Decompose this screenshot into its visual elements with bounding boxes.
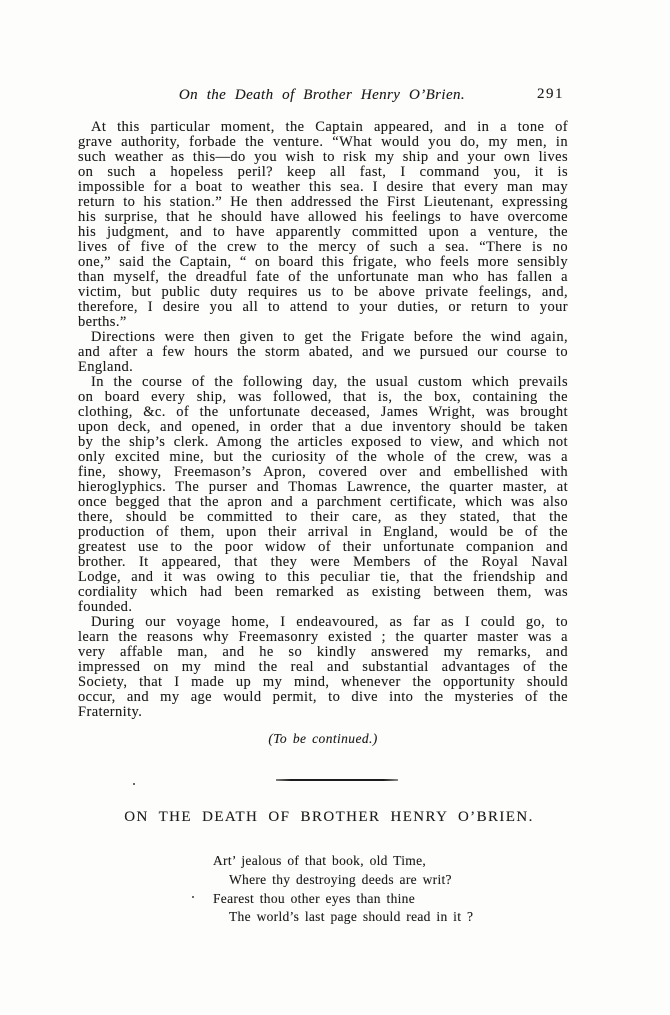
continuation-note: (To be continued.) <box>268 731 378 746</box>
section-divider-rule <box>276 779 398 781</box>
section-heading: ON THE DEATH OF BROTHER HENRY O’BRIEN. <box>124 809 534 825</box>
poem-line: The world’s last page should read in it ? <box>229 909 474 925</box>
article-paragraph: During our voyage home, I endeavoured, as far as I could go, to learn the reasons why Freemasonry existed ; the quarter master was a very affable man, and he so kindly answered my remarks, and impressed on my mind the real and substantial advantages of the Society, that I made up my mind, whenever the opportunity should occur, and my age would permit, to dive into the mysteries of the Fraternity. <box>78 614 568 720</box>
article-paragraph: At this particular moment, the Captain appeared, and in a tone of grave authority, forbade the venture. “What would you do, my men, in such weather as this—do you wish to risk my ship and your own lives on such a hopeless peril? keep all fast, I command you, it is impossible for a boat to weather this sea. I desire that every man may return to his station.” He then addressed the First Lieutenant, expressing his surprise, that he should have allowed his feelings to have overcome his judgment, and to have apparently committed upon a venture, the lives of five of the crew to the mercy of such a sea. “There is no one,” said the Captain, “ on board this frigate, who feels more sensibly than myself, the dreadful fate of the unfortunate man who has fallen a victim, but public duty requires us to be above private feelings, and, therefore, I desire you all to attend to your duties, or return to your berths.” <box>78 119 568 330</box>
article-paragraph: In the course of the following day, the usual custom which prevails on board every ship, was followed, that is, the box, containing the clothing, &c. of the unfortunate deceased, James Wright, was brought upon deck, and opened, in order that a due inventory should be taken by the ship’s clerk. Among the articles exposed to view, and which not only excited mine, but the curiosity of the whole of the crew, was a fine, showy, Freemason’s Apron, covered over and embellished with hieroglyphics. The purser and Thomas Lawrence, the quarter master, at once begged that the apron and a parchment certificate, which was also there, should be committed to their care, as they stated, that the production of them, upon their arrival in England, would be of the greatest use to the poor widow of their unfortunate companion and brother. It appeared, that they were Members of the Royal Naval Lodge, and it was owing to this peculiar tie, that the friendship and cordiality which had been remarked as existing between them, was founded. <box>78 374 568 615</box>
poem-line: Art’ jealous of that book, old Time, <box>213 853 427 868</box>
print-speck <box>192 896 194 898</box>
article-paragraph: Directions were then given to get the Frigate before the wind again, and after a few hours the storm abated, and we pursued our course to England. <box>78 329 568 375</box>
poem-line: Fearest thou other eyes than thine <box>213 890 416 906</box>
article-body <box>78 120 568 720</box>
print-speck <box>133 783 135 785</box>
running-header <box>78 86 566 104</box>
page-number: 291 <box>537 86 564 102</box>
poem-line: Where thy destroying deeds are writ? <box>229 871 452 887</box>
poem-stanza <box>213 852 473 927</box>
running-header-title: On the Death of Brother Henry O’Brien. <box>178 87 466 103</box>
